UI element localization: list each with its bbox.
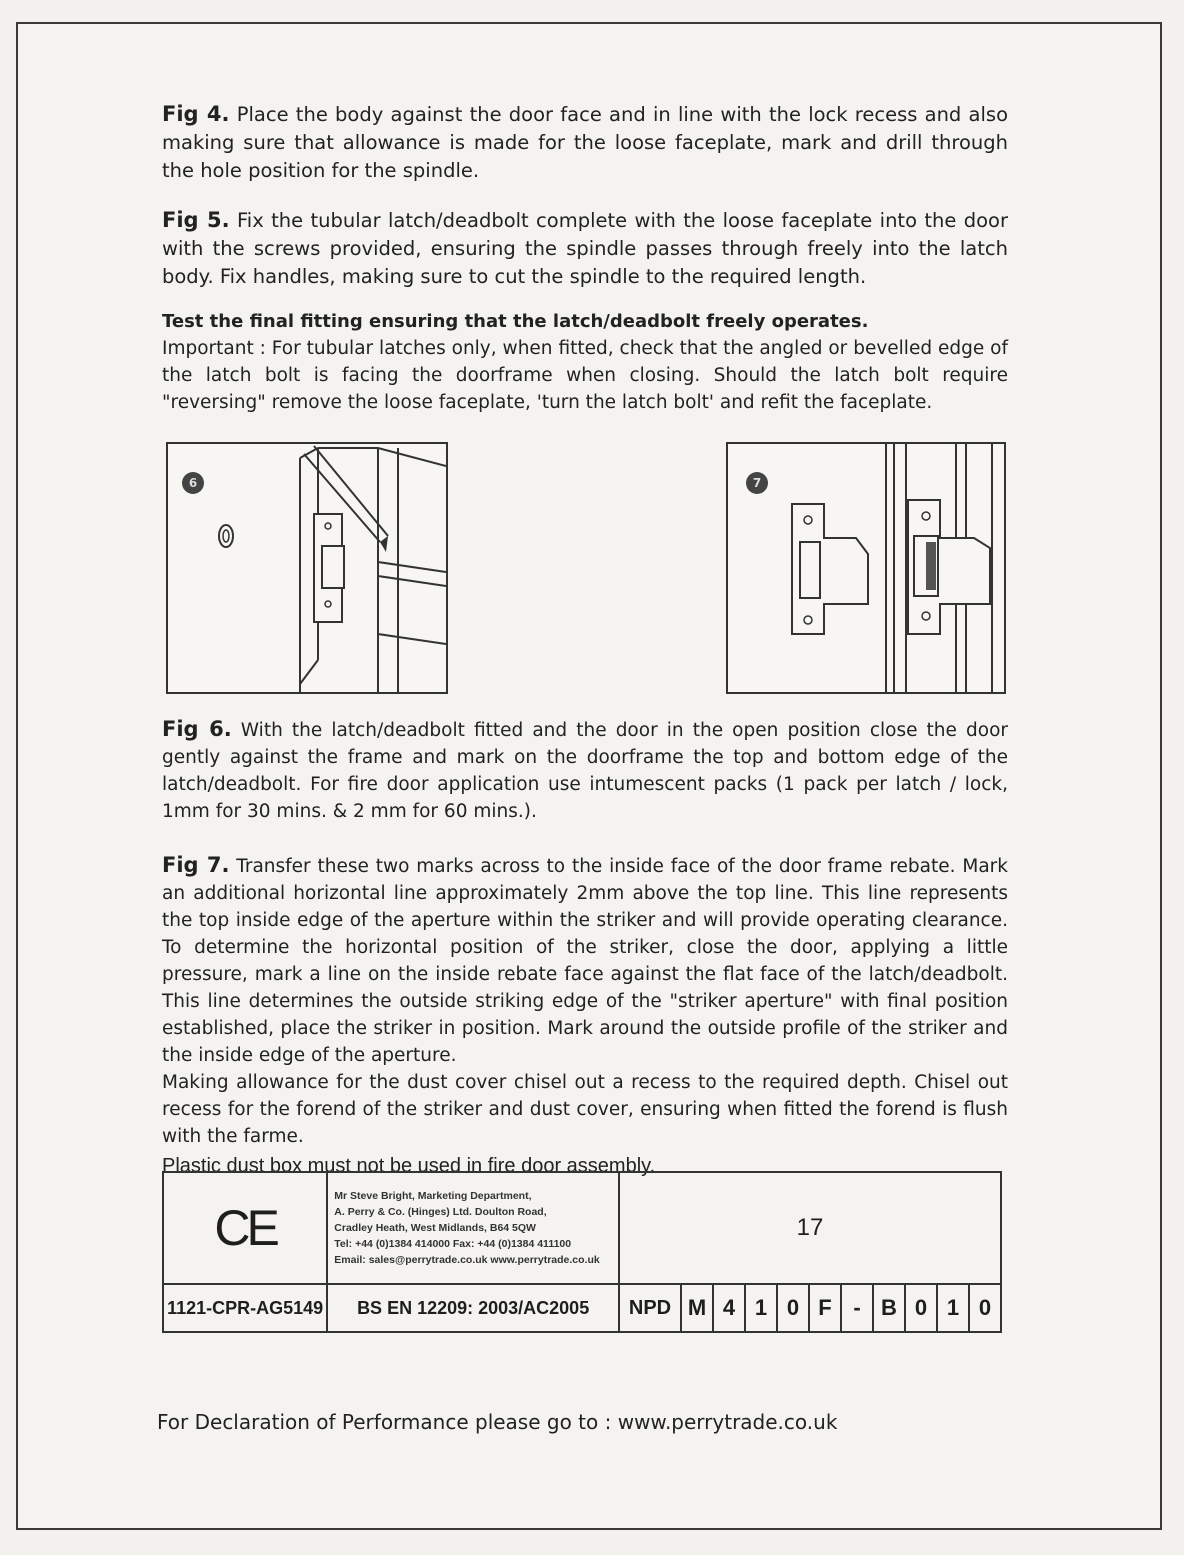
- fig5-text: Fix the tubular latch/deadbolt complete with the loose faceplate into the door with the screws provided, ensuring the spindle passes through freely into the latch body. Fix handles, making sure to cut the spindle to the required length.: [162, 209, 1008, 288]
- code-char: M: [682, 1285, 714, 1331]
- fig7-paragraph: [162, 852, 1008, 1182]
- code-npd: NPD: [620, 1285, 682, 1331]
- fig4-text: Place the body against the door face and in line with the lock recess and also making sure that allowance is made for the loose faceplate, mark and drill through the hole position for the spindle.: [162, 103, 1008, 182]
- code-char: F: [810, 1285, 842, 1331]
- classification-code: [619, 1284, 1001, 1332]
- important-paragraph: [162, 308, 1008, 416]
- fig5-paragraph: [162, 206, 1008, 291]
- figure-7-illustration: [726, 442, 1006, 694]
- fig5-label: Fig 5.: [162, 208, 230, 232]
- code-char: 1: [938, 1285, 970, 1331]
- figure-6-number: 6: [182, 472, 204, 494]
- fig7-text-2: Making allowance for the dust cover chisel out a recess to the required depth. Chisel out recess for the forend of the striker and dust cover, ensuring when fitted the forend is flush with the farme.: [162, 1072, 1008, 1147]
- manufacturer-address: [327, 1172, 619, 1284]
- code-char: -: [842, 1285, 874, 1331]
- fig7-text: Transfer these two marks across to the inside face of the door frame rebate. Mark an additional horizontal line approximately 2mm above the top line. This line represents the top inside edge of the aperture within the striker and will provide operating clearance. To determine the horizontal position of the striker, close the door, applying a little pressure, mark a line on the inside rebate face against the flat face of the latch/deadbolt. This line determines the outside striking edge of the "striker aperture" with final position established, place the striker in position. Mark around the outside profile of the striker and the inside edge of the aperture.: [162, 856, 1008, 1066]
- ce-mark: CE: [163, 1172, 327, 1284]
- code-char: 0: [906, 1285, 938, 1331]
- address-line: A. Perry & Co. (Hinges) Ltd. Doulton Road,: [334, 1206, 547, 1218]
- code-char: 0: [978, 1295, 992, 1320]
- address-line: Email: sales@perrytrade.co.uk www.perrytrade.co.uk: [334, 1254, 600, 1266]
- standard-reference: BS EN 12209: 2003/AC2005: [327, 1284, 619, 1332]
- fig6-text: With the latch/deadbolt fitted and the door in the open position close the door gently against the frame and mark on the doorframe the top and bottom edge of the latch/deadbolt. For fire door application use intumescent packs (1 pack per latch / lock, 1mm for 30 mins. & 2 mm for 60 mins.).: [162, 720, 1008, 822]
- fig4-label: Fig 4.: [162, 102, 230, 126]
- fig6-label: Fig 6.: [162, 717, 232, 741]
- code-char: 0: [778, 1285, 810, 1331]
- code-char: 1: [746, 1285, 778, 1331]
- fig7-text-3: Plastic dust box must not be used in fire door assembly.: [162, 1155, 656, 1177]
- figure-6-illustration: [166, 442, 448, 694]
- ce-certificate-table: [162, 1171, 1002, 1333]
- address-line: Cradley Heath, West Midlands, B64 5QW: [334, 1222, 536, 1234]
- address-line: Tel: +44 (0)1384 414000 Fax: +44 (0)1384 411100: [334, 1238, 572, 1250]
- test-line: Test the final fitting ensuring that the latch/deadbolt freely operates.: [162, 311, 869, 332]
- door-latch-drawing: [168, 444, 446, 692]
- fig7-label: Fig 7.: [162, 853, 230, 877]
- code-char: 4: [714, 1285, 746, 1331]
- figure-7-number: 7: [746, 472, 768, 494]
- fig4-paragraph: [162, 100, 1008, 185]
- striker-plate-drawing: [728, 444, 1004, 692]
- declaration-footer: For Declaration of Performance please go to : www.perrytrade.co.uk: [157, 1410, 838, 1434]
- cpr-number: 1121-CPR-AG5149: [163, 1284, 327, 1332]
- code-char: B: [874, 1285, 906, 1331]
- fig6-paragraph: [162, 716, 1008, 825]
- important-text: Important : For tubular latches only, when fitted, check that the angled or bevelled edge of the latch bolt is facing the doorframe when closing. Should the latch bolt require "reversing" remove the loose faceplate, 'turn the latch bolt' and refit the faceplate.: [162, 338, 1008, 413]
- certificate-year: 17: [619, 1172, 1001, 1284]
- address-line: Mr Steve Bright, Marketing Department,: [334, 1190, 532, 1202]
